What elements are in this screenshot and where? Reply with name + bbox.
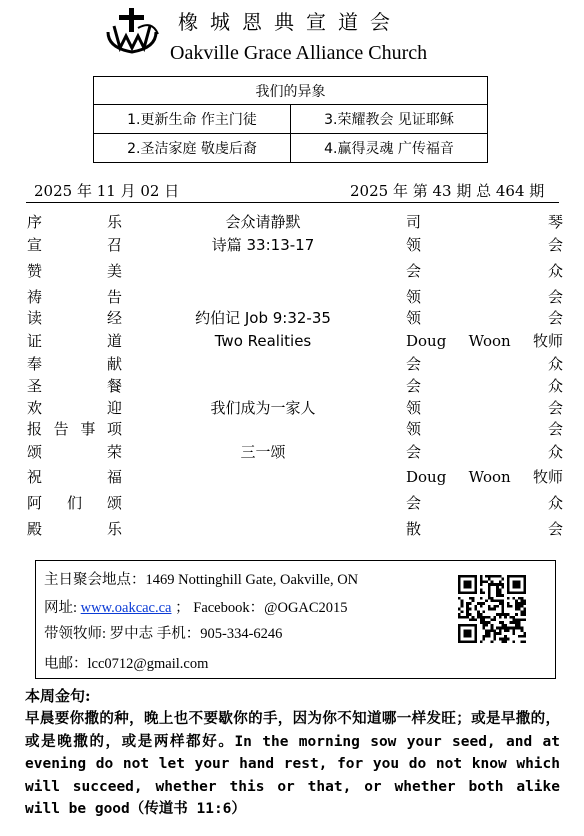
church-name-english: Oakville Grace Alliance Church — [170, 42, 428, 64]
vision-title: 我们的异象 — [94, 77, 488, 105]
program-item: 赞 美 — [27, 262, 122, 280]
program-item: 序 乐 — [27, 213, 122, 231]
program-item: 读 经 — [27, 309, 122, 327]
program-leader: 会 众 — [406, 443, 563, 461]
program-item: 祝 福 — [27, 468, 122, 486]
program-leader: Doug Woon 牧师 — [406, 332, 563, 350]
issue-number: 2025 年 第 43 期 总 464 期 — [350, 182, 545, 200]
facebook-text: ； Facebook：@OGAC2015 — [171, 600, 348, 616]
program-content: 我们成为一家人 — [210, 399, 316, 417]
program-leader: 散 会 — [406, 520, 563, 538]
church-logo — [104, 6, 162, 56]
website-label: 网址: — [44, 600, 81, 616]
verse-text: 早晨要你撒的种，晚上也不要歇你的手，因为你不知道哪一样发旺；或是早撒的，或是晚撒的，或是两样都好。In the morning sow your seed, and at evening do not let your hand rest, for you do not know which will succeed, whether this or that, or whether both alike will be good（传道书 11:6） — [25, 711, 560, 817]
vision-table — [93, 76, 488, 163]
church-name-chinese: 橡城恩典宣道会 — [178, 10, 402, 34]
program-item: 奉 献 — [27, 355, 122, 373]
website-link[interactable]: www.oakcac.ca — [80, 600, 172, 616]
program-leader: 会 众 — [406, 377, 563, 395]
vision-item: 4.赢得灵魂 广传福音 — [291, 134, 488, 163]
program-leader: 领 会 — [406, 399, 563, 417]
program-leader: Doug Woon 牧师 — [406, 468, 563, 486]
website-line — [44, 596, 348, 617]
program-leader: 会 众 — [406, 262, 563, 280]
vision-item: 2.圣洁家庭 敬虔后裔 — [94, 134, 291, 163]
program-leader: 领 会 — [406, 309, 563, 327]
program-item: 报 告 事 项 — [27, 420, 122, 438]
email: 电邮：lcc0712@gmail.com — [44, 656, 209, 672]
program-content: 诗篇 33:13-17 — [211, 236, 315, 254]
program-item: 祷 告 — [27, 288, 122, 306]
program-leader: 司 琴 — [406, 213, 563, 231]
divider — [26, 202, 559, 203]
program-content: 三一颂 — [240, 443, 286, 461]
program-leader: 会 众 — [406, 355, 563, 373]
program-content: 会众请静默 — [225, 213, 301, 231]
program-leader: 领 会 — [406, 288, 563, 306]
program-item: 欢 迎 — [27, 399, 122, 417]
pastor-contact: 带领牧师: 罗中志 手机：905-334-6246 — [44, 626, 283, 642]
program-leader: 会 众 — [406, 494, 563, 512]
meeting-address: 主日聚会地点：1469 Nottinghill Gate, Oakville, ON — [44, 572, 359, 588]
service-date: 2025 年 11 月 02 日 — [34, 182, 180, 200]
verse-title: 本周金句: — [25, 687, 91, 705]
program-item: 证 道 — [27, 332, 122, 350]
vision-item: 3.荣耀教会 见证耶稣 — [291, 105, 488, 134]
program-leader: 领 会 — [406, 236, 563, 254]
program-item: 宣 召 — [27, 236, 122, 254]
program-leader: 领 会 — [406, 420, 563, 438]
program-item: 殿 乐 — [27, 520, 122, 538]
program-item: 颂 荣 — [27, 443, 122, 461]
program-content: Two Realities — [214, 332, 312, 350]
program-content: 约伯记 Job 9:32-35 — [195, 309, 331, 327]
qr-code-icon[interactable] — [458, 575, 526, 643]
program-item: 圣 餐 — [27, 377, 122, 395]
vision-item: 1.更新生命 作主门徒 — [94, 105, 291, 134]
program-item: 阿 们 颂 — [27, 494, 122, 512]
